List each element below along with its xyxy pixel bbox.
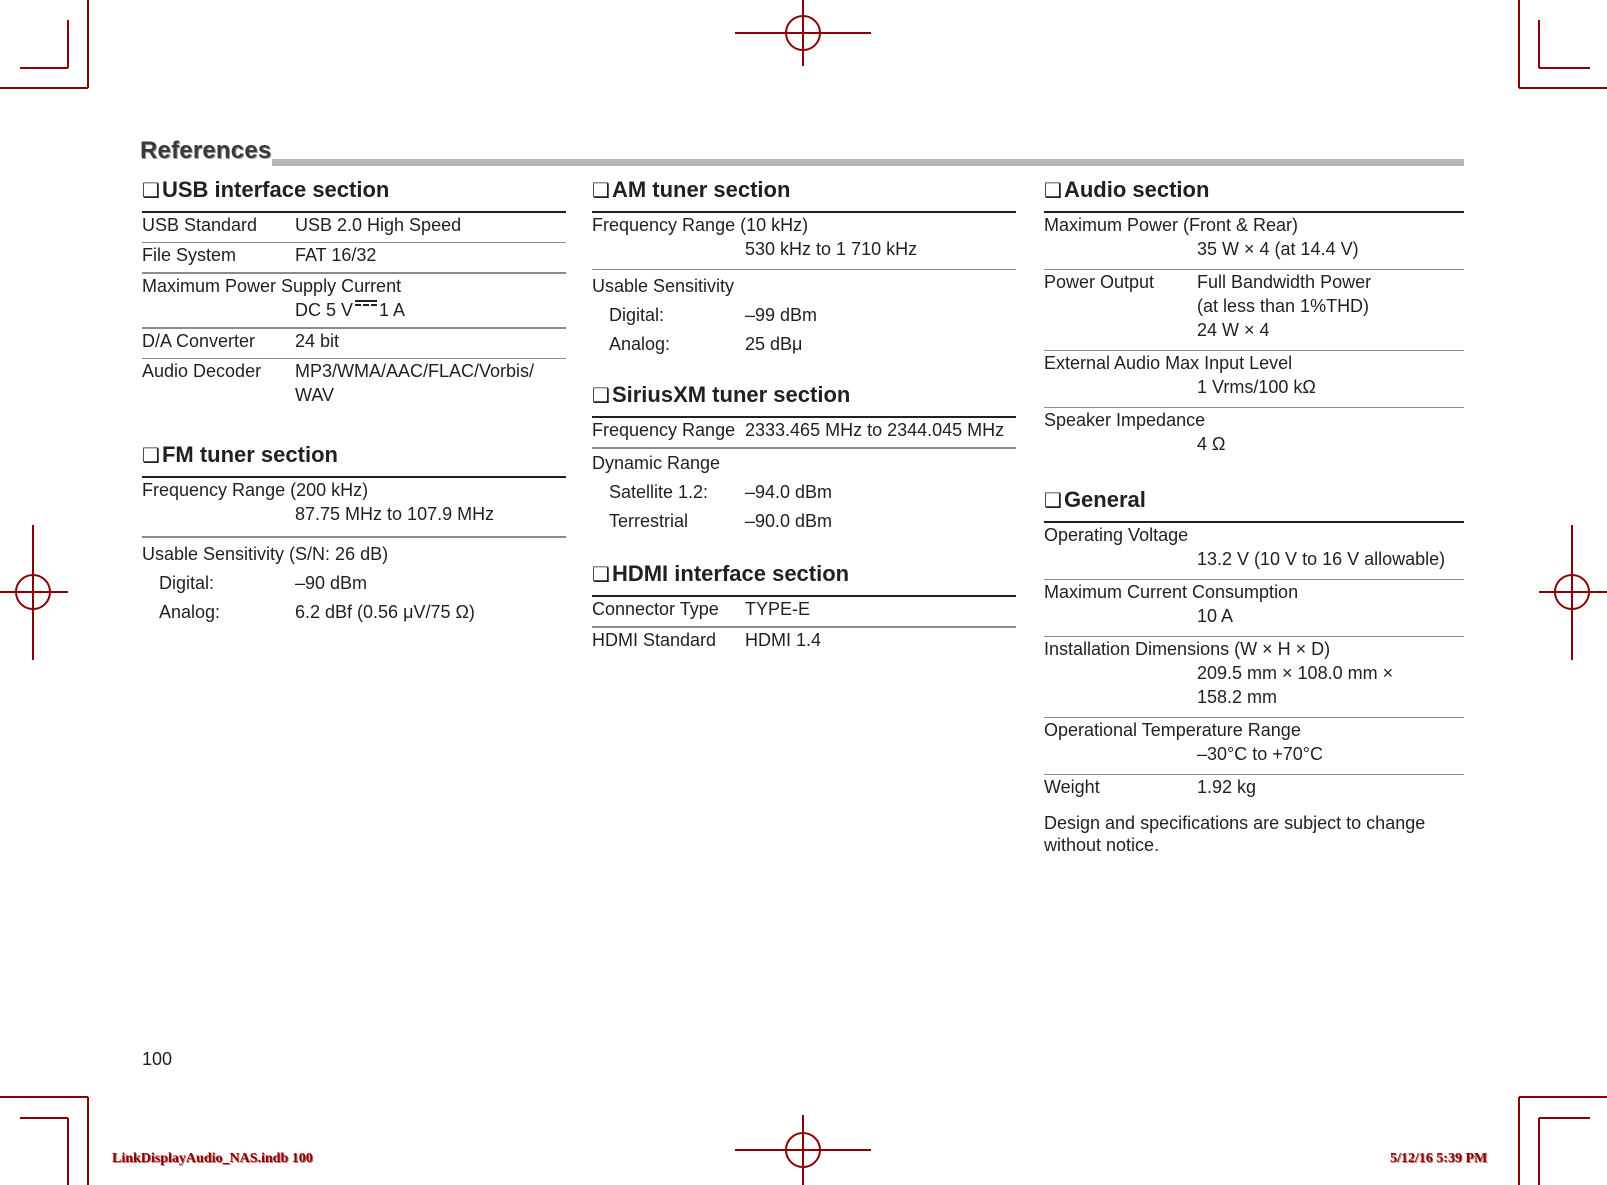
spec-row: HDMI Standard HDMI 1.4 bbox=[592, 630, 822, 650]
spec-table-fm bbox=[142, 476, 566, 632]
column-middle bbox=[592, 175, 1016, 657]
section-title-usb: ❑USB interface section bbox=[142, 177, 390, 202]
spec-row: Audio Decoder MP3/WMA/AAC/FLAC/Vorbis/ WAV bbox=[142, 361, 535, 405]
checkbox-icon: ❑ bbox=[1044, 488, 1062, 512]
spec-row: Maximum Current Consumption 10 A bbox=[1044, 580, 1464, 637]
checkbox-icon: ❑ bbox=[1044, 178, 1062, 202]
spec-row: Frequency Range 2333.465 MHz to 2344.045 MHz bbox=[592, 418, 1016, 449]
spec-row: Power Output Full Bandwidth Power (at less than 1%THD) 24 W × 4 bbox=[1044, 270, 1464, 351]
section-title-general: ❑General bbox=[1044, 487, 1146, 512]
spec-row: Usable Sensitivity (S/N: 26 dB) Digital: –90 dBm Analog: 6.2 dBf (0.56 μV/75 Ω) bbox=[142, 544, 475, 622]
spec-table-am bbox=[592, 211, 1016, 364]
spec-table-general bbox=[1044, 521, 1464, 804]
page-heading: References bbox=[140, 137, 272, 164]
spec-row: Maximum Power (Front & Rear) 35 W × 4 (at 14.4 V) bbox=[1044, 213, 1464, 270]
spec-row: File System FAT 16/32 bbox=[142, 243, 566, 274]
section-title-am: ❑AM tuner section bbox=[592, 177, 791, 202]
heading-rule bbox=[272, 159, 1464, 166]
spec-row: Dynamic Range Satellite 1.2: –94.0 dBm Terrestrial –90.0 dBm bbox=[592, 453, 833, 531]
section-title-audio: ❑Audio section bbox=[1044, 177, 1210, 202]
checkbox-icon: ❑ bbox=[142, 178, 160, 202]
spec-row: Operational Temperature Range –30°C to +70°C bbox=[1044, 718, 1464, 775]
spec-row: Weight 1.92 kg bbox=[1044, 777, 1257, 797]
checkbox-icon: ❑ bbox=[142, 443, 160, 467]
checkbox-icon: ❑ bbox=[592, 383, 610, 407]
checkbox-icon: ❑ bbox=[592, 178, 610, 202]
spec-row: External Audio Max Input Level 1 Vrms/100 kΩ bbox=[1044, 351, 1464, 408]
spec-row: Frequency Range (200 kHz) 87.75 MHz to 107.9 MHz bbox=[142, 478, 566, 538]
section-title-fm: ❑FM tuner section bbox=[142, 442, 338, 467]
spec-row: Operating Voltage 13.2 V (10 V to 16 V allowable) bbox=[1044, 523, 1464, 580]
spec-table-usb bbox=[142, 211, 566, 412]
footer-file-name: LinkDisplayAudio_NAS.indb 100 bbox=[112, 1151, 313, 1166]
spec-table-audio bbox=[1044, 211, 1464, 461]
spec-row: Installation Dimensions (W × H × D) 209.5 mm × 108.0 mm × 158.2 mm bbox=[1044, 637, 1464, 718]
spec-row: D/A Converter 24 bit bbox=[142, 329, 566, 359]
spec-row: Connector Type TYPE-E bbox=[592, 597, 1016, 628]
spec-row: Maximum Power Supply Current DC 5 V 1 A bbox=[142, 274, 566, 329]
section-title-siriusxm: ❑SiriusXM tuner section bbox=[592, 382, 851, 407]
spec-row: Usable Sensitivity Digital: –99 dBm Analog: 25 dBμ bbox=[592, 276, 818, 354]
page-number: 100 bbox=[142, 1049, 173, 1069]
spec-row: Frequency Range (10 kHz) 530 kHz to 1 710 kHz bbox=[592, 213, 1016, 270]
footer-timestamp: 5/12/16 5:39 PM bbox=[1390, 1151, 1488, 1166]
dc-symbol-icon bbox=[355, 298, 377, 308]
column-left bbox=[142, 175, 566, 632]
spec-table-hdmi bbox=[592, 595, 1016, 657]
spec-row: USB Standard USB 2.0 High Speed bbox=[142, 213, 566, 243]
section-title-hdmi: ❑HDMI interface section bbox=[592, 561, 850, 586]
spec-table-siriusxm bbox=[592, 416, 1016, 541]
disclaimer-note: Design and specifications are subject to change without notice. bbox=[1044, 813, 1426, 855]
spec-row: Speaker Impedance 4 Ω bbox=[1044, 410, 1226, 454]
checkbox-icon: ❑ bbox=[592, 562, 610, 586]
column-right bbox=[1044, 175, 1464, 856]
